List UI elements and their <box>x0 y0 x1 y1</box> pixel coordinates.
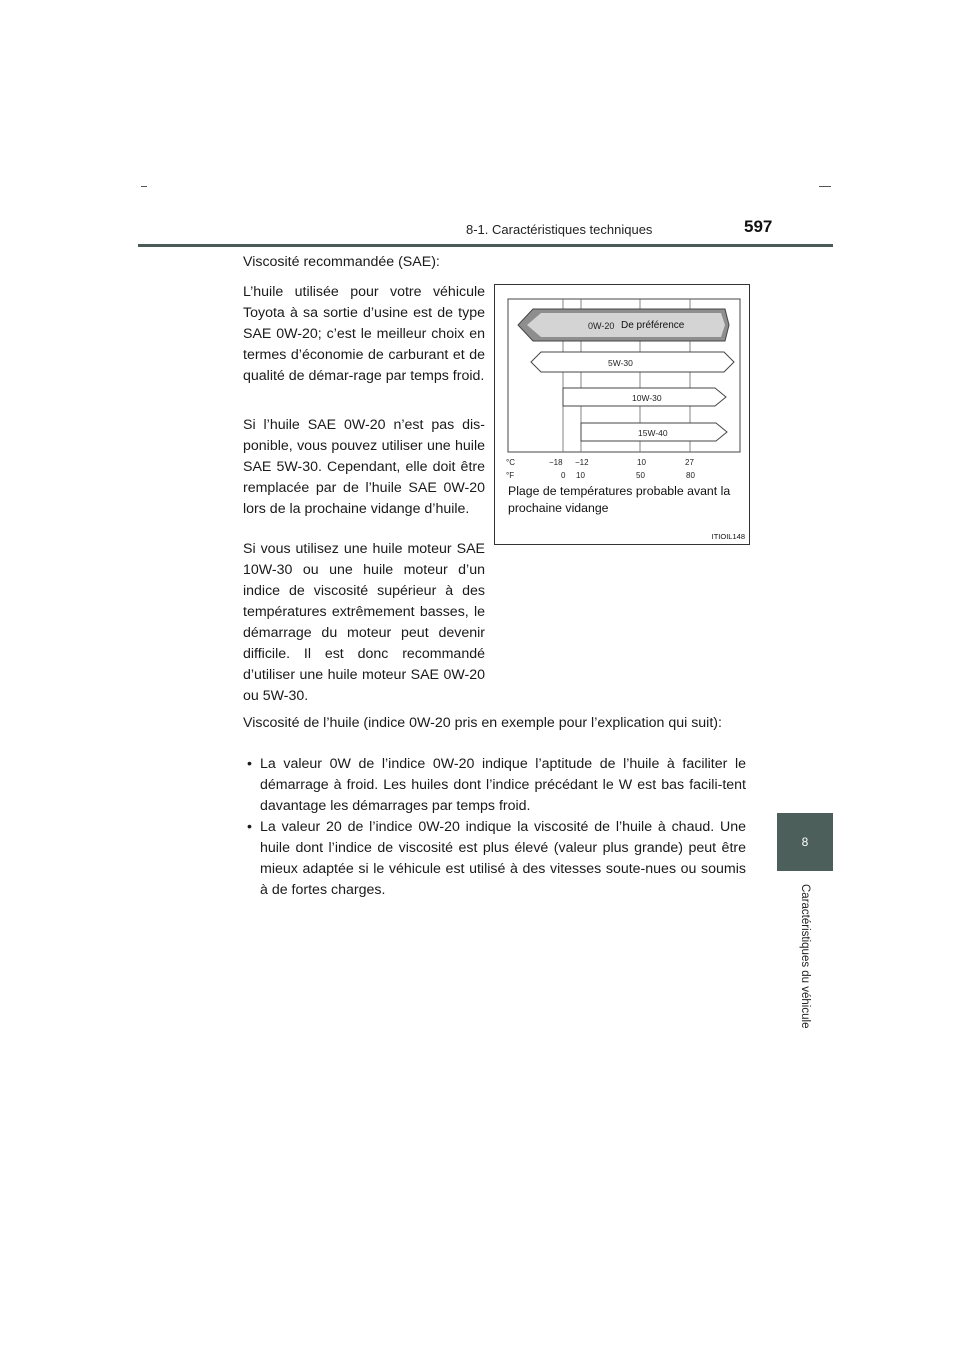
paragraph-viscosity-intro: Viscosité de l’huile (indice 0W-20 pris en exemple pour l’explication qui suit): <box>243 715 722 731</box>
celsius-tick: −12 <box>575 458 589 467</box>
bar-0w20-note: De préférence <box>621 320 685 331</box>
chapter-side-title <box>757 884 853 1044</box>
bar-5w30-label: 5W-30 <box>608 358 633 368</box>
figure-caption: Plage de températures probable avant la prochaine vidange <box>508 484 731 515</box>
chapter-tab[interactable]: 8 <box>777 813 833 871</box>
bullet-text: La valeur 20 de l’indice 0W-20 indique la viscosité de l’huile à chaud. Une huile dont l’indice de viscosité est plus élevé (valeur plus grande) peut être mieux adaptée si le véhicule est utilisé à des vitesses soute-nues ou soumis à de fortes charges. <box>260 819 746 898</box>
crop-mark-right <box>819 186 831 187</box>
page-number: 597 <box>744 217 773 236</box>
celsius-unit: °C <box>506 458 515 467</box>
fahrenheit-tick: 0 <box>561 471 566 480</box>
crop-mark-left <box>141 186 147 187</box>
celsius-tick: 27 <box>685 458 694 467</box>
bar-0w20-label: 0W-20 <box>588 321 615 331</box>
fahrenheit-tick: 50 <box>636 471 645 480</box>
oil-viscosity-figure <box>494 284 750 545</box>
fahrenheit-tick: 10 <box>576 471 585 480</box>
celsius-tick: 10 <box>637 458 646 467</box>
paragraph-cold-start-warning: Si vous utilisez une huile moteur SAE 10W-30 ou une huile moteur d’un indice de viscosité supérieur à des températures extrêmement basses, le démarrage du moteur peut devenir difficile. Il est donc recommandé d’utiliser une huile moteur SAE 0W-20 ou 5W-30. <box>243 541 485 704</box>
bullet-text: La valeur 0W de l’indice 0W-20 indique l’aptitude de l’huile à faciliter le démarrage à froid. Les huiles dont l’indice précédant le W est bas facili-tent davantage les démarrages par temps froid. <box>260 756 746 814</box>
intro-text: Viscosité recommandée (SAE): <box>243 254 440 270</box>
celsius-tick: −18 <box>549 458 563 467</box>
fahrenheit-tick: 80 <box>686 471 695 480</box>
chapter-side-title-text: Caractéristiques du véhicule <box>799 884 811 1029</box>
paragraph-factory-oil: L’huile utilisée pour votre véhicule Toyota à sa sortie d’usine est de type SAE 0W-20; c’est le meilleur choix en termes d’économie de carburant et de qualité de démar-rage par temps froid. <box>243 284 485 384</box>
fahrenheit-unit: °F <box>506 471 515 480</box>
bar-10w30-label: 10W-30 <box>632 393 662 403</box>
bar-15w40-label: 15W-40 <box>638 428 668 438</box>
header-rule <box>138 244 833 247</box>
bullet-marker: • <box>247 756 252 772</box>
figure-code: ITIOIL148 <box>711 532 745 541</box>
bullet-marker: • <box>247 819 252 835</box>
paragraph-alternative-oil: Si l’huile SAE 0W-20 n’est pas dis-ponible, vous pouvez utiliser une huile SAE 5W-30. Cependant, elle doit être remplacée par de l’huile SAE 0W-20 lors de la prochaine vidange d’huile. <box>243 417 485 517</box>
section-title: 8-1. Caractéristiques techniques <box>466 222 653 237</box>
